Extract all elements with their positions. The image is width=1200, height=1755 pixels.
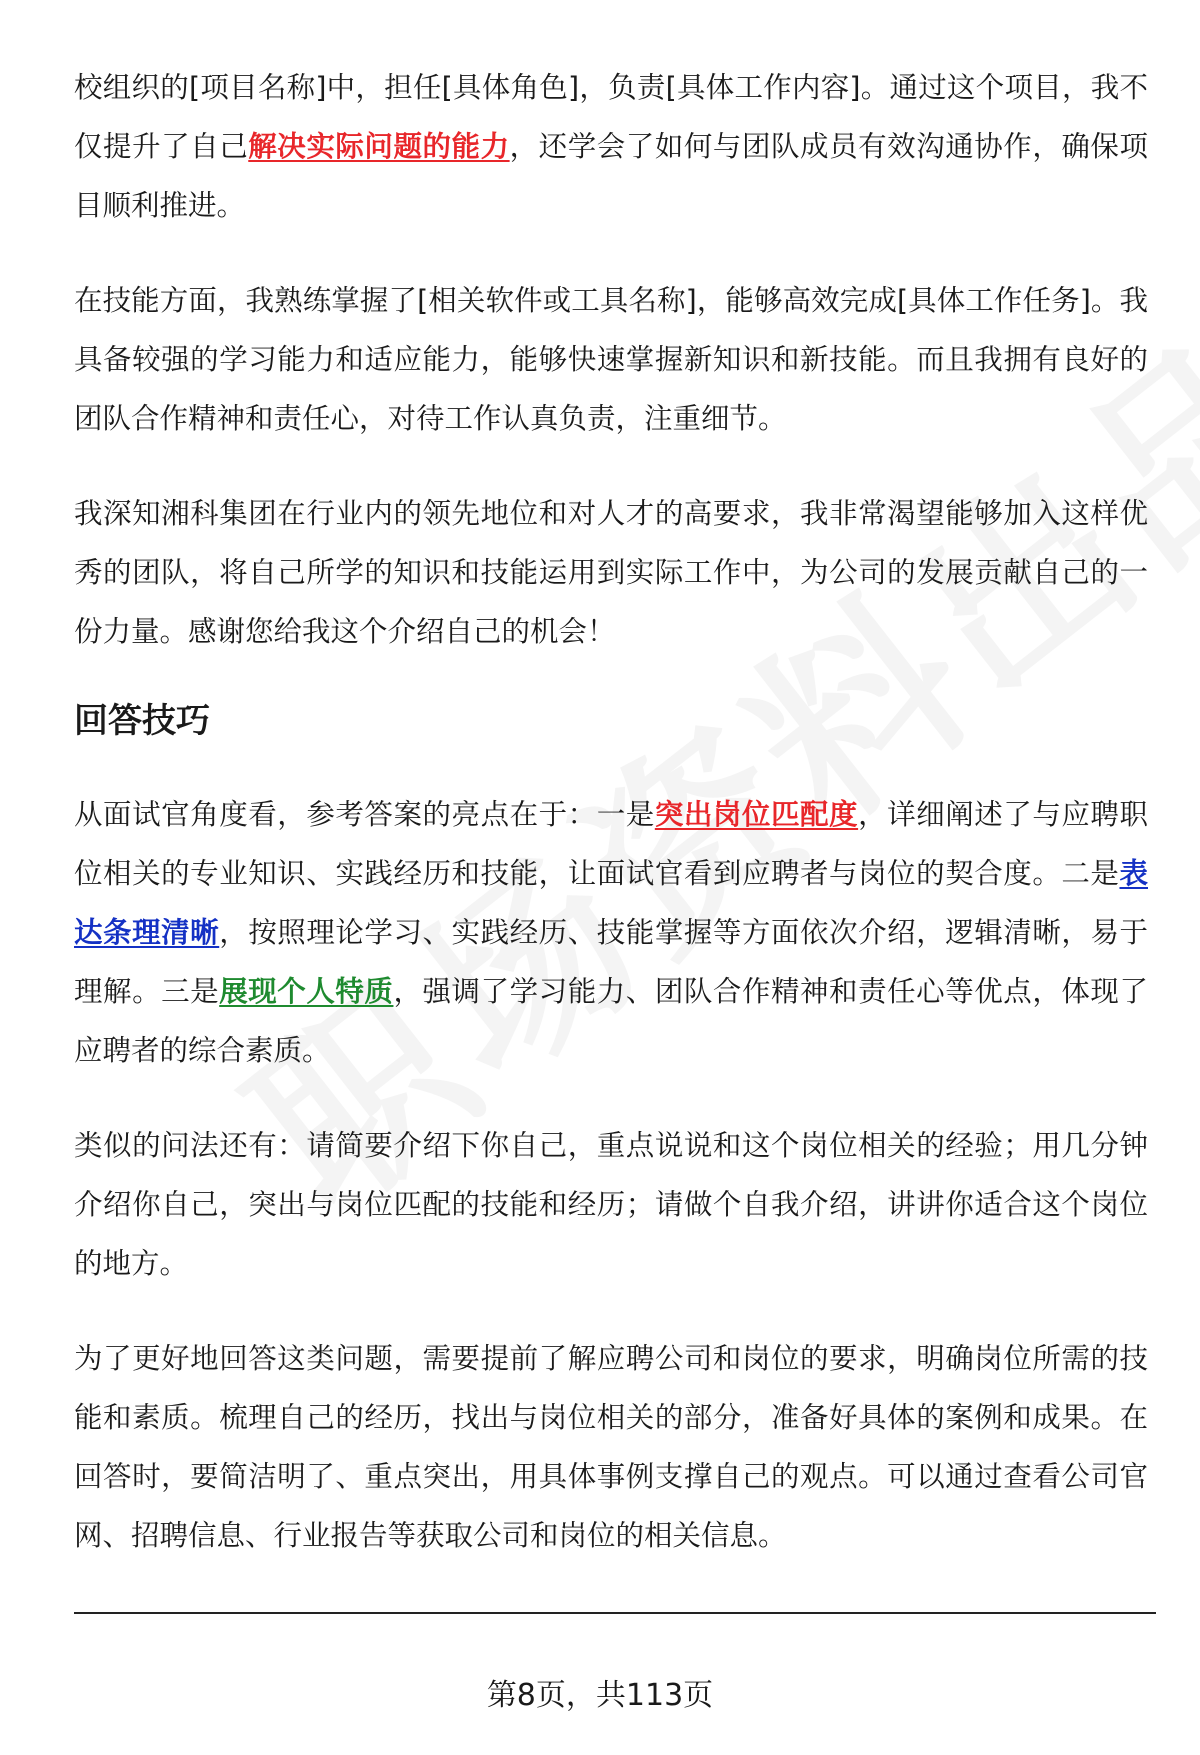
section-heading: 回答技巧 [74,701,210,741]
highlight-personal-traits: 展现个人特质 [219,975,394,1008]
highlight-clear-structure: 表达条理清晰 [74,857,1148,949]
paragraph-project-experience: 校组织的[项目名称]中，担任[具体角色]，负责[具体工作内容]。通过这个项目，我不仅提升了自己解决实际问题的能力，还学会了如何与团队成员有效沟通协作，确保项目顺利推进。 [74,71,1148,222]
paragraph-motivation: 我深知湘科集团在行业内的领先地位和对人才的高要求，我非常渴望能够加入这样优秀的团队，将自己所学的知识和技能运用到实际工作中，为公司的发展贡献自己的一份力量。感谢您给我这个介绍自己的机会！ [74,497,1148,648]
paragraph-preparation-tips: 为了更好地回答这类问题，需要提前了解应聘公司和岗位的要求，明确岗位所需的技能和素质。梳理自己的经历，找出与岗位相关的部分，准备好具体的案例和成果。在回答时，要简洁明了、重点突出，用具体事例支撑自己的观点。可以通过查看公司官网、招聘信息、行业报告等获取公司和岗位的相关信息。 [74,1342,1148,1552]
document-body [74,58,1148,1601]
paragraph-similar-questions: 类似的问法还有：请简要介绍下你自己，重点说说和这个岗位相关的经验；用几分钟介绍你自己，突出与岗位匹配的技能和经历；请做个自我介绍，讲讲你适合这个岗位的地方。 [74,1129,1148,1280]
footer-divider [74,1612,1156,1614]
paragraph-skills: 在技能方面，我熟练掌握了[相关软件或工具名称]，能够高效完成[具体工作任务]。我具备较强的学习能力和适应能力，能够快速掌握新知识和新技能。而且我拥有良好的团队合作精神和责任心，对待工作认真负责，注重细节。 [74,284,1148,435]
highlight-problem-solving: 解决实际问题的能力 [248,130,510,163]
highlight-job-match: 突出岗位匹配度 [654,798,859,831]
paragraph-answer-highlights: 从面试官角度看，参考答案的亮点在于：一是突出岗位匹配度，详细阐述了与应聘职位相关的专业知识、实践经历和技能，让面试官看到应聘者与岗位的契合度。二是表达条理清晰，按照理论学习、实践经历、技能掌握等方面依次介绍，逻辑清晰，易于理解。三是展现个人特质，强调了学习能力、团队合作精神和责任心等优点，体现了应聘者的综合素质。 [74,798,1148,1067]
page-number: 第8页，共113页 [486,1678,714,1713]
